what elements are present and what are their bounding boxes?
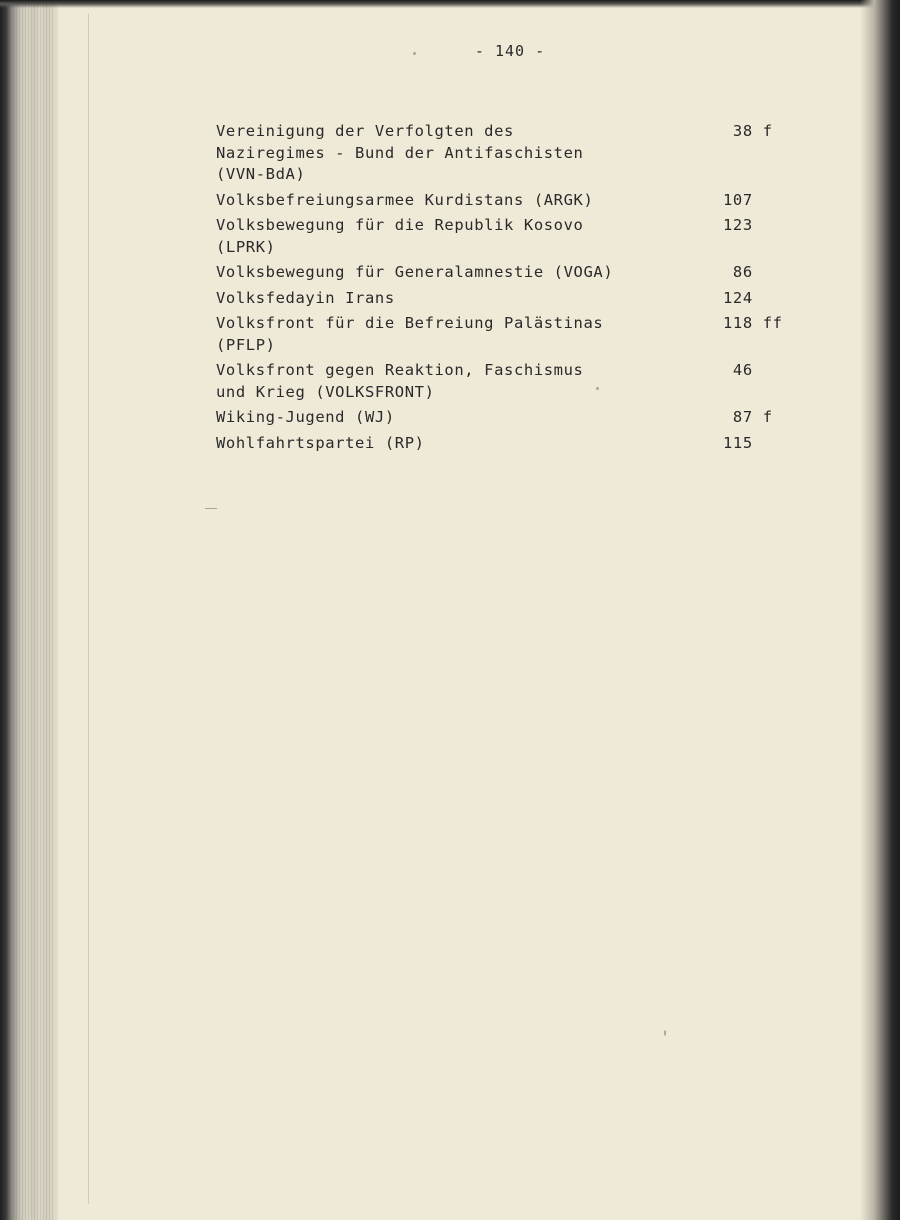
index-entry-pages: 124 [723, 288, 753, 307]
index-entry-pages: 87 f [723, 408, 773, 426]
index-entry-pages: 38 f [723, 122, 773, 140]
index-entry-term: Wiking-Jugend (WJ) [216, 408, 395, 426]
index-entry [216, 121, 796, 186]
index-entry-pages: 115 [723, 433, 753, 452]
index-entry-pages: 46 [723, 361, 753, 379]
index-entry [216, 407, 796, 429]
index-entry [216, 433, 796, 455]
index-entry-term: Volksbefreiungsarmee Kurdistans (ARGK) [216, 190, 594, 209]
index-entry-pages: 118 ff [723, 314, 783, 332]
index-entry [216, 215, 796, 258]
index-entry [216, 313, 796, 356]
index-entry-term: Volksfront gegen Reaktion, Faschismus und Krieg (VOLKSFRONT) [216, 361, 584, 401]
index-entry-term: Volksfedayin Irans [216, 288, 395, 307]
index-entry [216, 190, 796, 212]
index-entry-pages: 123 [723, 216, 753, 234]
index-entry-pages: 86 [723, 263, 753, 281]
index-entry-pages: 107 [723, 190, 753, 209]
page-number: - 140 - [474, 42, 546, 60]
index-entry-term: Wohlfahrtspartei (RP) [216, 433, 425, 452]
index-entry-term: Volksbewegung für die Republik Kosovo (LPRK) [216, 216, 584, 256]
index-entry-term: Volksfront für die Befreiung Palästinas (PFLP) [216, 314, 604, 354]
index-list [216, 121, 796, 458]
index-entry [216, 360, 796, 403]
index-entry-term: Volksbewegung für Generalamnestie (VOGA) [216, 263, 614, 281]
index-entry [216, 262, 796, 284]
index-entry-term: Vereinigung der Verfolgten des Naziregimes - Bund der Antifaschisten (VVN-BdA) [216, 122, 584, 183]
index-entry [216, 288, 796, 310]
